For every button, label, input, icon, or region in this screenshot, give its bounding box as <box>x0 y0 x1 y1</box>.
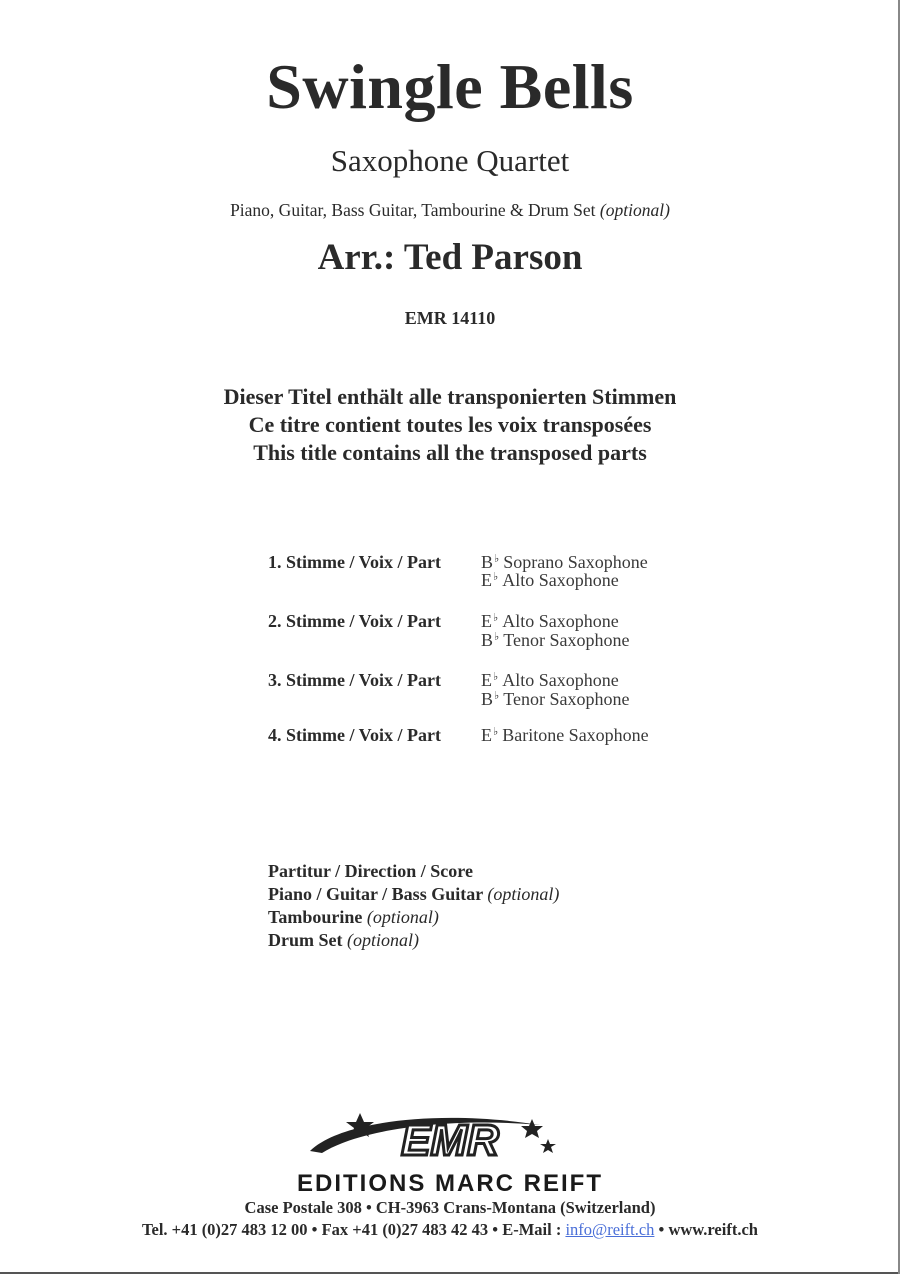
emr-logo-icon <box>300 1103 600 1173</box>
contact-phone-fax: Tel. +41 (0)27 483 12 00 • Fax +41 (0)27 483 42 43 • E-Mail : <box>142 1220 562 1239</box>
extra-piano-guitar-bass: Piano / Guitar / Bass Guitar (optional) <box>268 884 560 904</box>
part-2-instrument-2: B♭ Tenor Saxophone <box>481 630 630 650</box>
part-1-label: 1. Stimme / Voix / Part <box>268 552 441 572</box>
notice-french: Ce titre contient toutes les voix transposées <box>248 412 652 437</box>
flat-icon: ♭ <box>494 631 500 643</box>
publisher-logo <box>300 1103 600 1173</box>
notice-english: This title contains all the transposed parts <box>253 440 647 465</box>
flat-icon: ♭ <box>494 553 500 565</box>
flat-icon: ♭ <box>493 726 499 738</box>
email-link[interactable]: info@reift.ch <box>565 1220 655 1239</box>
website-text: • www.reift.ch <box>658 1220 758 1239</box>
catalog-number: EMR 14110 <box>404 308 496 328</box>
publisher-name: EDITIONS MARC REIFT <box>297 1170 603 1197</box>
instrumentation-optional: (optional) <box>599 200 670 220</box>
score-subtitle: Saxophone Quartet <box>330 143 570 178</box>
extra-drum-set: Drum Set (optional) <box>268 930 419 950</box>
flat-icon: ♭ <box>493 612 499 624</box>
extra-score: Partitur / Direction / Score <box>268 861 473 881</box>
arranger: Arr.: Ted Parson <box>317 237 583 278</box>
extra-tambourine: Tambourine (optional) <box>268 907 439 927</box>
part-1-instrument-1: B♭ Soprano Saxophone <box>481 552 648 572</box>
score-title: Swingle Bells <box>266 51 634 122</box>
part-1-instrument-2: E♭ Alto Saxophone <box>481 570 619 590</box>
instrumentation-line <box>0 200 900 221</box>
part-4-label: 4. Stimme / Voix / Part <box>268 725 441 745</box>
part-3-label: 3. Stimme / Voix / Part <box>268 670 441 690</box>
flat-icon: ♭ <box>494 690 500 702</box>
part-3-instrument-1: E♭ Alto Saxophone <box>481 670 619 690</box>
part-4-instrument-1: E♭ Baritone Saxophone <box>481 725 649 745</box>
part-3-instrument-2: B♭ Tenor Saxophone <box>481 689 630 709</box>
flat-icon: ♭ <box>493 671 499 683</box>
part-2-instrument-1: E♭ Alto Saxophone <box>481 611 619 631</box>
part-2-label: 2. Stimme / Voix / Part <box>268 611 441 631</box>
publisher-contact <box>0 1220 900 1240</box>
logo-text: EMR <box>401 1116 499 1165</box>
instrumentation-main: Piano, Guitar, Bass Guitar, Tambourine & Drum Set <box>230 200 596 220</box>
notice-german: Dieser Titel enthält alle transponierten Stimmen <box>223 384 677 409</box>
publisher-address: Case Postale 308 • CH-3963 Crans-Montana (Switzerland) <box>244 1198 656 1217</box>
flat-icon: ♭ <box>493 571 499 583</box>
